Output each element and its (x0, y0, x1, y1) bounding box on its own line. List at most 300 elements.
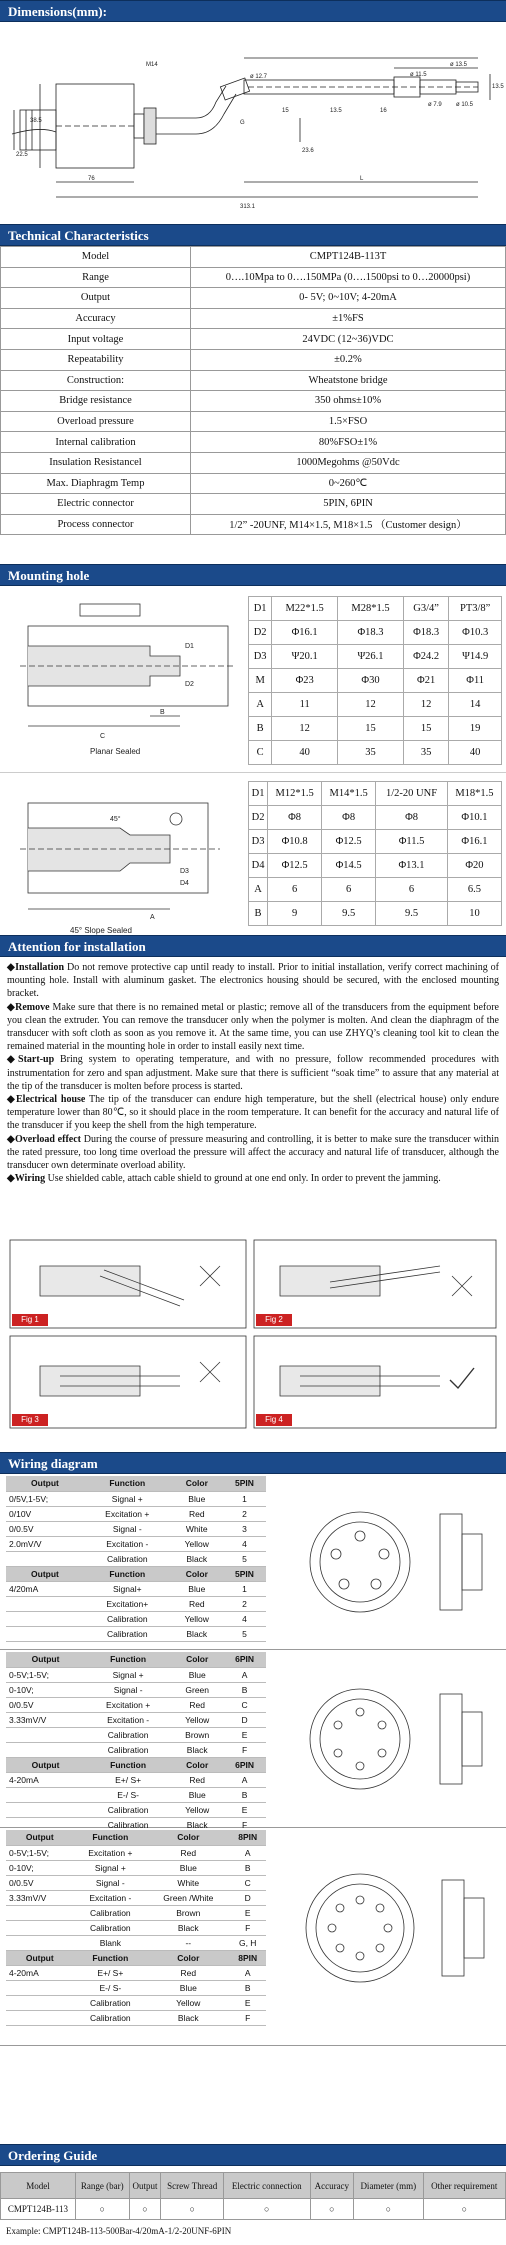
dim-label: 22.5 (16, 152, 28, 158)
wiring-cell: Blue (171, 1491, 223, 1506)
wiring-output: 0/0.5V (6, 1875, 74, 1890)
dimension-value: 6 (322, 878, 376, 902)
dimension-value: Φ14.5 (322, 854, 376, 878)
wiring-row (6, 1626, 266, 1641)
spec-value: 24VDC (12~36)VDC (191, 329, 506, 350)
wiring-header-cell: 8PIN (229, 1950, 266, 1965)
attention-section (0, 935, 506, 1189)
ordering-header-row (1, 2173, 506, 2199)
dimension-key: B (249, 717, 272, 741)
dimension-value: 40 (449, 741, 502, 765)
technical-table (0, 246, 506, 535)
slope-row (249, 782, 502, 806)
dimension-value: Φ12.5 (322, 830, 376, 854)
dimension-value: Ψ26.1 (338, 645, 404, 669)
wiring-output: 3.33mV/V (6, 1712, 85, 1727)
wiring-header-row (6, 1476, 266, 1491)
wiring-cell: E (223, 1727, 266, 1742)
dimension-key: D3 (249, 830, 268, 854)
wiring-row (6, 1772, 266, 1787)
wiring-table-5pin (6, 1476, 266, 1642)
dimension-value: 19 (449, 717, 502, 741)
dimension-value: 12 (403, 693, 448, 717)
dimension-value: Φ20 (447, 854, 501, 878)
dim-label: L (360, 176, 364, 182)
wiring-cell: Calibration (84, 1551, 171, 1566)
ordering-cell: ○ (354, 2199, 424, 2220)
spec-name: Bridge resistance (1, 391, 191, 412)
attention-paragraph (7, 1053, 499, 1093)
wiring-cell: B (223, 1682, 266, 1697)
wiring-cell: Signal + (85, 1667, 171, 1682)
wiring-cell: Blank (74, 1935, 148, 1950)
dimension-value: 14 (449, 693, 502, 717)
wiring-header-cell: Output (6, 1950, 74, 1965)
wiring-cell: Yellow (171, 1712, 223, 1727)
wiring-cell: F (229, 2010, 266, 2025)
dimension-value: PT3/8” (449, 597, 502, 621)
wiring-header-cell: Output (6, 1476, 84, 1491)
wiring-row (6, 1802, 266, 1817)
technical-section (0, 224, 506, 535)
wiring-cell: F (229, 1920, 266, 1935)
dimension-value: 6.5 (447, 878, 501, 902)
dimension-value: 35 (403, 741, 448, 765)
wiring-output (6, 1626, 84, 1641)
wiring-cell: Calibration (85, 1742, 171, 1757)
wiring-cell: Signal+ (84, 1581, 171, 1596)
figures-section (0, 1236, 506, 1432)
planar-row (249, 717, 502, 741)
ordering-cell: ○ (75, 2199, 129, 2220)
wiring-cell: White (147, 1875, 229, 1890)
wiring-row (6, 1980, 266, 1995)
wiring-header-cell: 5PIN (223, 1566, 266, 1581)
wiring-output: 0-10V; (6, 1860, 74, 1875)
drawing-label: A (150, 914, 155, 921)
spec-value: 1/2” -20UNF, M14×1.5, M18×1.5 （Customer design） (191, 514, 506, 535)
attention-paragraph (7, 1133, 499, 1173)
wiring-row (6, 1506, 266, 1521)
ordering-table (0, 2172, 506, 2220)
spec-row (1, 247, 506, 268)
wiring-cell: C (223, 1697, 266, 1712)
wiring-cell: Signal - (85, 1682, 171, 1697)
wiring-cell: Brown (147, 1905, 229, 1920)
wiring-cell: 3 (223, 1521, 266, 1536)
wiring-cell: 1 (223, 1491, 266, 1506)
wiring-output (6, 1802, 85, 1817)
wiring-header-cell: Output (6, 1566, 84, 1581)
ordering-header-cell: Model (1, 2173, 76, 2199)
attention-body: Use shielded cable, attach cable shield to ground at one end only. In order to prevent the jamming. (45, 1173, 441, 1185)
spec-name: Process connector (1, 514, 191, 535)
dimension-value: 35 (338, 741, 404, 765)
wiring-cell: E (229, 1995, 266, 2010)
dimension-value: G3/4” (403, 597, 448, 621)
wiring-cell: E-/ S- (74, 1980, 148, 1995)
wiring-header-cell: Color (171, 1652, 223, 1667)
spec-name: Construction: (1, 370, 191, 391)
wiring-cell: 2 (223, 1596, 266, 1611)
fig1-label: Fig 1 (12, 1314, 48, 1326)
slope-row (249, 902, 502, 926)
slope-caption: 45° Slope Sealed (70, 926, 132, 935)
attention-title: ◆Overload effect (7, 1133, 81, 1145)
attention-paragraph (7, 1172, 499, 1185)
connector-6pin-drawing (280, 1650, 500, 1828)
wiring-cell: E-/ S- (85, 1787, 171, 1802)
wiring-cell: Brown (171, 1727, 223, 1742)
dim-label: 38.5 (30, 118, 42, 124)
spec-value: 5PIN, 6PIN (191, 494, 506, 515)
wiring-output (6, 1920, 74, 1935)
wiring-cell: Blue (147, 1980, 229, 1995)
wiring-table-8pin (6, 1830, 266, 2026)
attention-header: Attention for installation (0, 935, 506, 957)
dimension-value: Φ10.1 (447, 806, 501, 830)
wiring-output: 3.33mV/V (6, 1890, 74, 1905)
ordering-cell: ○ (161, 2199, 224, 2220)
wiring-cell: 5 (223, 1551, 266, 1566)
wiring-row (6, 1551, 266, 1566)
spec-row (1, 473, 506, 494)
wiring-header-row (6, 1652, 266, 1667)
dim-label: G (240, 120, 245, 126)
attention-body: The tip of the transducer can endure high temperature, but the shell (electrical house) only endure temperature lower than 80℃, so it should place in the room temperature. It can benefit for the accuracy and natural life of the transducer if you keep the shell from the high temperature. (7, 1094, 499, 1132)
wiring-cell: E (229, 1905, 266, 1920)
dimension-value: M28*1.5 (338, 597, 404, 621)
fig4-label: Fig 4 (256, 1414, 292, 1426)
ordering-row (1, 2199, 506, 2220)
wiring-cell: G, H (229, 1935, 266, 1950)
wiring-cell: Black (147, 1920, 229, 1935)
dimension-value: 15 (403, 717, 448, 741)
dimension-value: Φ12.5 (268, 854, 322, 878)
wiring-output (6, 1935, 74, 1950)
wiring-header-row (6, 1757, 266, 1772)
wiring-output (6, 1980, 74, 1995)
wiring-output (6, 1611, 84, 1626)
wiring-cell: Red (147, 1845, 229, 1860)
dimension-value: Φ10.3 (449, 621, 502, 645)
attention-text (0, 957, 506, 1189)
dimensions-header: Dimensions(mm): (0, 0, 506, 22)
spec-row (1, 329, 506, 350)
wiring-cell: Red (171, 1596, 223, 1611)
spec-name: Overload pressure (1, 411, 191, 432)
wiring-section (0, 1452, 506, 2046)
attention-title: ◆Installation (7, 962, 65, 973)
wiring-output: 0-10V; (6, 1682, 85, 1697)
wiring-cell: Calibration (85, 1802, 171, 1817)
wiring-cell: Excitation + (84, 1506, 171, 1521)
drawing-label: D1 (185, 643, 194, 650)
wiring-row (6, 1667, 266, 1682)
wiring-header-cell: 6PIN (223, 1652, 266, 1667)
spec-row (1, 288, 506, 309)
dim-label: 13.5 (330, 108, 342, 114)
ordering-header-cell: Accuracy (310, 2173, 353, 2199)
fig2-label: Fig 2 (256, 1314, 292, 1326)
dimension-value: Φ8 (322, 806, 376, 830)
wiring-cell: Blue (171, 1581, 223, 1596)
ordering-header-cell: Electric connection (223, 2173, 310, 2199)
dimension-value: Ψ14.9 (449, 645, 502, 669)
wiring-cell: 1 (223, 1581, 266, 1596)
dimension-key: C (249, 741, 272, 765)
wiring-row (6, 1935, 266, 1950)
wiring-cell: Yellow (171, 1611, 223, 1626)
ordering-section (0, 2144, 506, 2242)
spec-row (1, 452, 506, 473)
wiring-cell: Black (171, 1742, 223, 1757)
wiring-output: 0/10V (6, 1506, 84, 1521)
dimension-key: M (249, 669, 272, 693)
drawing-label: C (100, 733, 106, 740)
dimension-value: 12 (272, 717, 338, 741)
wiring-header-cell: Color (171, 1566, 223, 1581)
slope-sealed-drawing (0, 773, 250, 941)
planar-row (249, 621, 502, 645)
wiring-cell: -- (147, 1935, 229, 1950)
wiring-cell: Excitation - (84, 1536, 171, 1551)
spec-name: Model (1, 247, 191, 268)
dimension-value: Φ8 (376, 806, 448, 830)
ordering-cell: ○ (129, 2199, 161, 2220)
spec-row (1, 267, 506, 288)
spec-row (1, 349, 506, 370)
wiring-output (6, 1742, 85, 1757)
attention-title: ◆Electrical house (7, 1094, 86, 1106)
spec-value: 0….10Mpa to 0….150MPa (0….1500psi to 0…20000psi) (191, 267, 506, 288)
spec-row (1, 411, 506, 432)
cable-line (12, 129, 56, 134)
wiring-cell: Green (171, 1682, 223, 1697)
wiring-cell: Calibration (74, 1920, 148, 1935)
attention-body: Do not remove protective cap until ready to install. Prior to initial installation, verify correct machining of mounting hole. Install with aluminum gasket. The electronics housing should be secured, with the enclosed mounting bracket. (7, 962, 500, 1000)
planar-row (249, 645, 502, 669)
ordering-header-cell: Other requirement (423, 2173, 505, 2199)
ordering-header-cell: Diameter (mm) (354, 2173, 424, 2199)
dimension-value: Φ11 (449, 669, 502, 693)
dimension-value: Φ30 (338, 669, 404, 693)
wiring-header-cell: Function (85, 1652, 171, 1667)
attention-paragraph (7, 961, 499, 1001)
wiring-cell: B (229, 1980, 266, 1995)
wiring-header-cell: Color (171, 1476, 223, 1491)
dim-label: 16 (380, 108, 387, 114)
wiring-output (6, 2010, 74, 2025)
wiring-cell: Blue (171, 1667, 223, 1682)
wiring-output: 0/0.5V (6, 1697, 85, 1712)
wiring-row (6, 1920, 266, 1935)
ordering-cell: ○ (223, 2199, 310, 2220)
attention-body: During the course of pressure measuring and controlling, it is better to make sure the transducer within the rated pressure, too long time overload the pressure will affect the accuracy and natural life of transducer, although the transducer own determinate overload ability. (7, 1133, 499, 1172)
connector-8pin-drawing (280, 1828, 500, 2046)
wiring-cell: A (223, 1667, 266, 1682)
wiring-cell: Calibration (74, 2010, 148, 2025)
wiring-cell: Black (171, 1817, 223, 1832)
wiring-cell: Yellow (147, 1995, 229, 2010)
wiring-row (6, 1697, 266, 1712)
wiring-output: 0-5V;1-5V; (6, 1845, 74, 1860)
wiring-output: 0/0.5V (6, 1521, 84, 1536)
attention-paragraph (7, 1093, 499, 1133)
wiring-row (6, 1845, 266, 1860)
dimension-key: A (249, 693, 272, 717)
dimension-value: M18*1.5 (447, 782, 501, 806)
wiring-header-row (6, 1830, 266, 1845)
dimension-key: D4 (249, 854, 268, 878)
wiring-row (6, 1875, 266, 1890)
dimension-key: D3 (249, 645, 272, 669)
dimension-value: Φ23 (272, 669, 338, 693)
spec-name: Insulation Resistancel (1, 452, 191, 473)
dimension-value: 9.5 (322, 902, 376, 926)
ordering-header-cell: Range (bar) (75, 2173, 129, 2199)
wiring-row (6, 1491, 266, 1506)
wiring-output (6, 1551, 84, 1566)
dimension-value: Φ18.3 (338, 621, 404, 645)
wiring-row (6, 1787, 266, 1802)
attention-paragraph (7, 1001, 499, 1054)
connector-body (20, 110, 56, 150)
wiring-cell: Black (147, 2010, 229, 2025)
wiring-cell: 4 (223, 1536, 266, 1551)
wiring-header-cell: Function (84, 1476, 171, 1491)
wiring-header-cell: Output (6, 1757, 85, 1772)
spec-name: Input voltage (1, 329, 191, 350)
wiring-header-cell: 5PIN (223, 1476, 266, 1491)
wiring-output: 4-20mA (6, 1965, 74, 1980)
dim-label: ø 11.5 (410, 72, 427, 78)
wiring-header-cell: Function (85, 1757, 171, 1772)
wiring-header-cell: 8PIN (229, 1830, 266, 1845)
wiring-cell: E (223, 1802, 266, 1817)
dimension-key: D2 (249, 621, 272, 645)
connector-5pin-drawing (280, 1474, 500, 1650)
spec-row (1, 432, 506, 453)
drawing-label: D2 (185, 681, 194, 688)
dim-label: M14 (146, 62, 158, 68)
wiring-table-6pin (6, 1652, 266, 1833)
spec-row (1, 308, 506, 329)
dimension-key: B (249, 902, 268, 926)
spec-value: 0- 5V; 0~10V; 4-20mA (191, 288, 506, 309)
wiring-output: 4-20mA (6, 1772, 85, 1787)
wiring-cell: Excitation + (85, 1697, 171, 1712)
wiring-cell: 4 (223, 1611, 266, 1626)
dimension-key: D2 (249, 806, 268, 830)
ordering-header: Ordering Guide (0, 2144, 506, 2166)
wiring-output: 0-5V;1-5V; (6, 1667, 85, 1682)
technical-header: Technical Characteristics (0, 224, 506, 246)
wiring-cell: A (229, 1965, 266, 1980)
dimension-value: Φ10.8 (268, 830, 322, 854)
wiring-header-cell: Function (74, 1950, 148, 1965)
wiring-row (6, 1682, 266, 1697)
wiring-output (6, 1905, 74, 1920)
spec-row (1, 391, 506, 412)
drawing-label: B (160, 709, 165, 716)
wiring-header-cell: Function (84, 1566, 171, 1581)
mounting-section (0, 564, 506, 942)
wiring-output: 4/20mA (6, 1581, 84, 1596)
dimension-value: 15 (338, 717, 404, 741)
attention-title: ◆Wiring (7, 1173, 46, 1185)
ordering-header-cell: Output (129, 2173, 161, 2199)
wiring-output: 0/5V,1-5V; (6, 1491, 84, 1506)
wiring-output (6, 1596, 84, 1611)
wiring-cell: Excitation+ (84, 1596, 171, 1611)
dimensions-drawing (0, 22, 506, 220)
spec-value: ±0.2% (191, 349, 506, 370)
spec-name: Accuracy (1, 308, 191, 329)
drawing-label: 45° (110, 816, 121, 823)
wiring-cell: Green /White (147, 1890, 229, 1905)
spec-value: 1000Megohms @50Vdc (191, 452, 506, 473)
wiring-cell: Calibration (74, 1995, 148, 2010)
wiring-cell: Red (171, 1506, 223, 1521)
wiring-cell: Excitation - (74, 1890, 148, 1905)
wiring-header-cell: Color (147, 1950, 229, 1965)
spec-value: ±1%FS (191, 308, 506, 329)
wiring-cell: 2 (223, 1506, 266, 1521)
spec-value: 80%FSO±1% (191, 432, 506, 453)
wiring-cell: F (223, 1742, 266, 1757)
wiring-cell: B (223, 1787, 266, 1802)
attention-body: Make sure that there is no remained metal or plastic; remove all of the transducers from the equipment before you clean the extruder. You can remove the transducer only when the polymer is molten. And clean the diaphragm of the transducer with soft cloth as soon as you remove it. At the same time, you can use ZHYQ’s cleaning tool kit to clean the remained material in the mounting hole in order to install easily next time. (7, 1001, 499, 1053)
dimension-value: 9 (268, 902, 322, 926)
spec-name: Internal calibration (1, 432, 191, 453)
wiring-cell: D (223, 1712, 266, 1727)
dimension-value: 6 (268, 878, 322, 902)
dimension-value: Φ11.5 (376, 830, 448, 854)
wiring-cell: Signal + (84, 1491, 171, 1506)
dimension-value: Ψ20.1 (272, 645, 338, 669)
spec-row (1, 370, 506, 391)
spec-name: Range (1, 267, 191, 288)
drawing-label: D4 (180, 880, 189, 887)
spec-value: 1.5×FSO (191, 411, 506, 432)
ordering-header-cell: Screw Thread (161, 2173, 224, 2199)
wiring-row (6, 1890, 266, 1905)
wiring-header-cell: Output (6, 1830, 74, 1845)
wiring-cell: Signal + (74, 1860, 148, 1875)
wiring-cell: Black (171, 1626, 223, 1641)
wiring-cell: D (229, 1890, 266, 1905)
dimension-value: Φ13.1 (376, 854, 448, 878)
spec-row (1, 514, 506, 535)
planar-row (249, 669, 502, 693)
wiring-output (6, 1787, 85, 1802)
wiring-cell: Signal - (84, 1521, 171, 1536)
wiring-cell: Yellow (171, 1536, 223, 1551)
wiring-row (6, 1581, 266, 1596)
wiring-row (6, 1521, 266, 1536)
dim-label: 313.1 (240, 204, 256, 210)
ordering-cell: CMPT124B-113 (1, 2199, 76, 2220)
dimension-value: M22*1.5 (272, 597, 338, 621)
wiring-cell: White (171, 1521, 223, 1536)
attention-title: ◆Start-up (7, 1054, 55, 1066)
spec-value: 350 ohms±10% (191, 391, 506, 412)
wiring-row (6, 1611, 266, 1626)
slope-row (249, 854, 502, 878)
spec-name: Max. Diaphragm Temp (1, 473, 191, 494)
wiring-cell: Black (171, 1551, 223, 1566)
